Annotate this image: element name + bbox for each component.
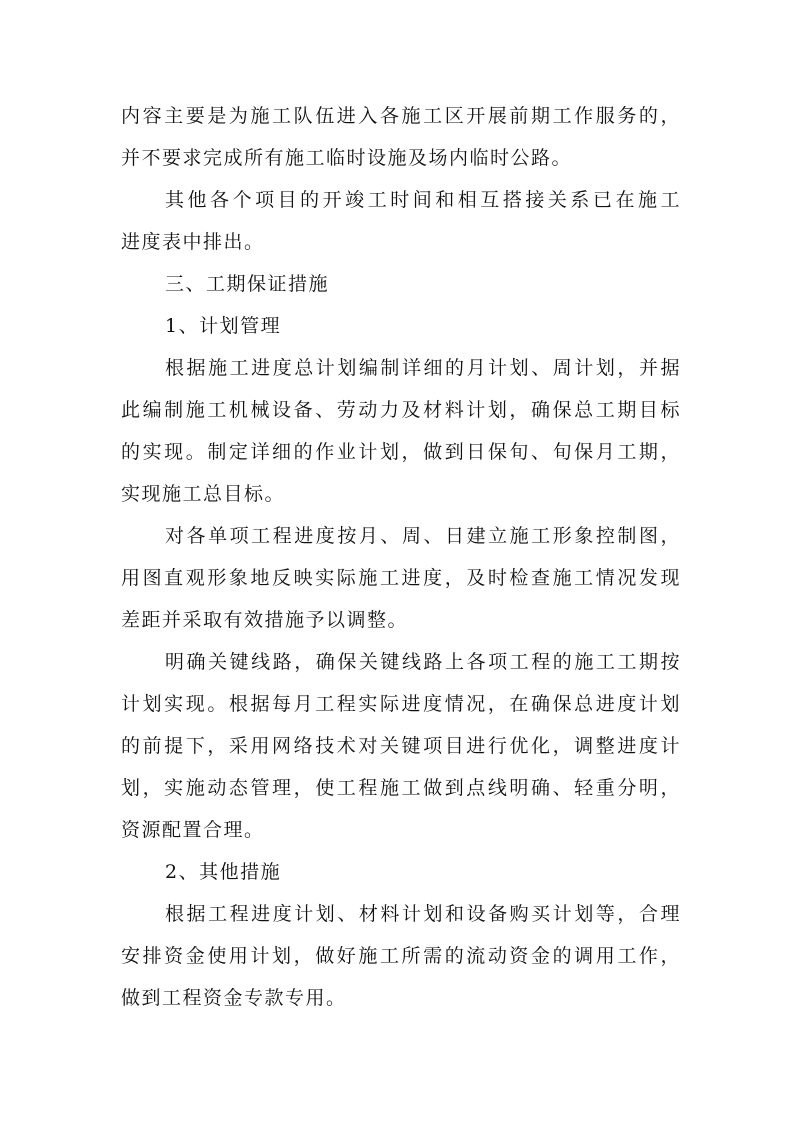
body-line: 进度表中排出。 bbox=[121, 231, 265, 253]
body-line: 的前提下，采用网络技术对关键项目进行优化，调整进度计 bbox=[121, 735, 681, 757]
body-line: 其他各个项目的开竣工时间和相互搭接关系已在施工 bbox=[165, 189, 681, 211]
body-line: 内容主要是为施工队伍进入各施工区开展前期工作服务的， bbox=[121, 105, 681, 127]
body-line: 的实现。制定详细的作业计划，做到日保旬、旬保月工期， bbox=[121, 441, 681, 463]
body-line: 做到工程资金专款专用。 bbox=[121, 987, 347, 1009]
body-line: 实现施工总目标。 bbox=[121, 483, 286, 505]
body-line: 明确关键线路，确保关键线路上各项工程的施工工期按 bbox=[165, 651, 681, 673]
body-line: 根据施工进度总计划编制详细的月计划、周计划，并据 bbox=[165, 357, 681, 379]
body-line: 对各单项工程进度按月、周、日建立施工形象控制图， bbox=[165, 525, 681, 547]
body-line: 并不要求完成所有施工临时设施及场内临时公路。 bbox=[121, 147, 573, 169]
body-line: 此编制施工机械设备、劳动力及材料计划，确保总工期目标 bbox=[121, 399, 681, 421]
body-line: 安排资金使用计划，做好施工所需的流动资金的调用工作， bbox=[121, 945, 681, 967]
body-line: 根据工程进度计划、材料计划和设备购买计划等，合理 bbox=[165, 903, 681, 925]
section-heading: 三、工期保证措施 bbox=[165, 273, 330, 295]
body-line: 差距并采取有效措施予以调整。 bbox=[121, 609, 409, 631]
body-line: 资源配置合理。 bbox=[121, 819, 265, 841]
body-line: 计划实现。根据每月工程实际进度情况，在确保总进度计划 bbox=[121, 693, 681, 715]
subsection-heading: 2、其他措施 bbox=[165, 861, 282, 883]
subsection-heading: 1、计划管理 bbox=[165, 315, 282, 337]
body-line: 划，实施动态管理，使工程施工做到点线明确、轻重分明， bbox=[121, 777, 681, 799]
body-line: 用图直观形象地反映实际施工进度，及时检查施工情况发现 bbox=[121, 567, 681, 589]
